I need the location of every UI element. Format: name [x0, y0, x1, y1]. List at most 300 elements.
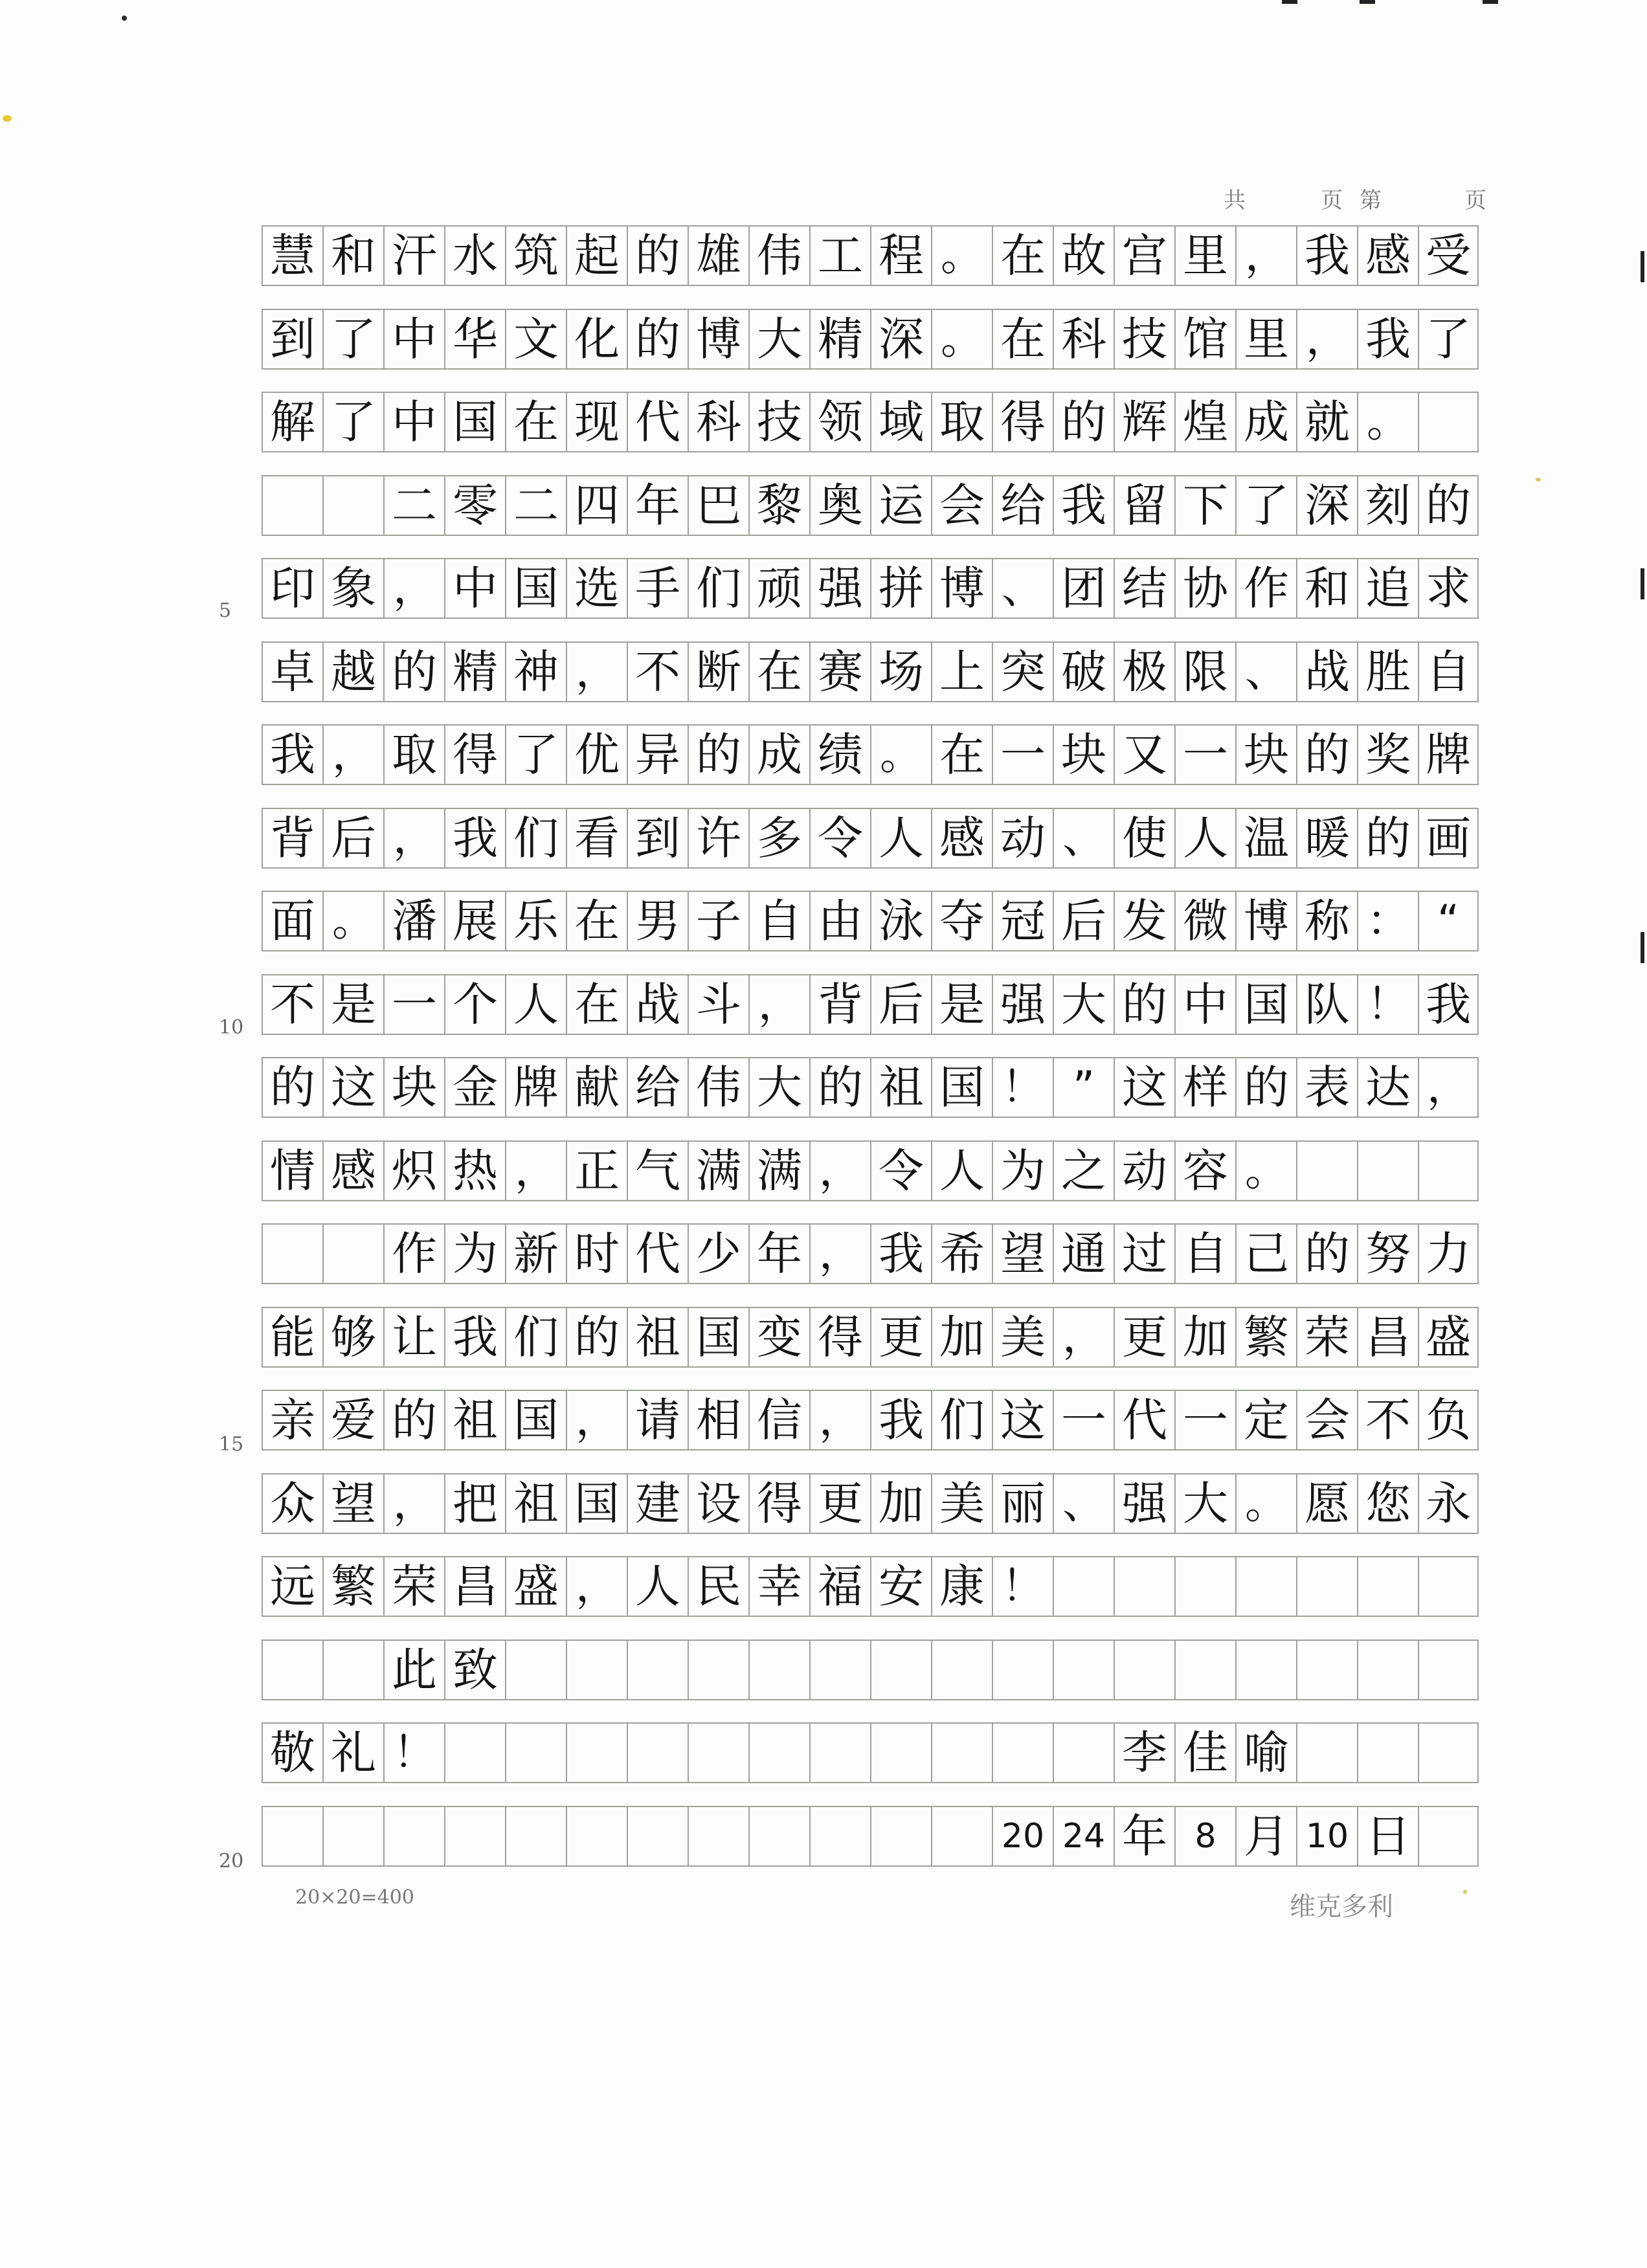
text-char: 我: [1053, 476, 1114, 535]
text-char: 看: [566, 809, 627, 867]
text-char: 动: [1114, 1142, 1174, 1200]
text-char: 代: [627, 393, 688, 451]
text-char: 上: [931, 643, 992, 701]
text-char: 我: [444, 1308, 505, 1366]
grid-cell: [1296, 1142, 1357, 1200]
text-char: 的: [1418, 476, 1479, 535]
text-char: 和: [1296, 559, 1357, 617]
text-char: 在: [566, 975, 627, 1034]
grid-cell: [1114, 1557, 1174, 1616]
text-char: 这: [1114, 1058, 1174, 1117]
text-char: ，: [809, 1391, 870, 1449]
text-char: 达: [1357, 1058, 1418, 1117]
text-char: 域: [870, 393, 931, 451]
grid-cell: [1174, 1557, 1235, 1616]
text-char: 情: [262, 1142, 322, 1200]
text-char: 此: [383, 1641, 444, 1699]
text-char: 华: [444, 310, 505, 368]
grid-cell: [1357, 1641, 1418, 1699]
text-char: 爱: [322, 1391, 383, 1449]
text-char: 正: [566, 1142, 627, 1200]
grid-row: [262, 1556, 1479, 1617]
grid-cell: [1357, 1724, 1418, 1782]
text-char: 受: [1418, 227, 1479, 285]
text-char: 定: [1235, 1391, 1296, 1449]
text-char: 、: [992, 559, 1053, 617]
edge-mark: [1641, 568, 1644, 599]
text-char: 优: [566, 726, 627, 784]
text-char: ”: [1053, 1058, 1114, 1117]
text-char: 自: [1418, 643, 1479, 701]
text-char: ，: [566, 643, 627, 701]
text-char: 。: [931, 227, 992, 285]
text-char: 在: [748, 643, 809, 701]
text-char: 自: [1174, 1225, 1235, 1283]
text-char: 称: [1296, 892, 1357, 950]
grid-spec-label: 20×20=400: [295, 1886, 414, 1909]
text-char: 盛: [505, 1557, 566, 1616]
text-char: 由: [809, 892, 870, 950]
text-char: 了: [322, 393, 383, 451]
text-char: ，: [809, 1142, 870, 1200]
text-char: 的: [262, 1058, 322, 1117]
text-char: 追: [1357, 559, 1418, 617]
signature-char: 佳: [1174, 1724, 1235, 1782]
paper-speck: [1463, 1890, 1467, 1894]
text-char: 伟: [748, 227, 809, 285]
line-number-5: 5: [219, 599, 232, 622]
text-char: 大: [1174, 1474, 1235, 1533]
text-char: 为: [444, 1225, 505, 1283]
text-char: 暖: [1296, 809, 1357, 867]
text-char: 大: [748, 310, 809, 368]
text-char: 幸: [748, 1557, 809, 1616]
text-char: 更: [809, 1474, 870, 1533]
text-char: 美: [931, 1474, 992, 1533]
text-char: 取: [931, 393, 992, 451]
text-char: 的: [383, 643, 444, 701]
text-char: 断: [688, 643, 748, 701]
text-char: 求: [1418, 559, 1479, 617]
text-char: 二: [383, 476, 444, 535]
grid-cell: [1418, 1641, 1479, 1699]
text-char: 破: [1053, 643, 1114, 701]
text-char: 的: [1296, 726, 1357, 784]
text-char: 人: [870, 809, 931, 867]
text-char: ，: [566, 1391, 627, 1449]
text-char: ！: [992, 1058, 1053, 1117]
grid-cell: [505, 1641, 566, 1699]
grid-cell: [688, 1724, 748, 1782]
text-char: 给: [627, 1058, 688, 1117]
text-char: 设: [688, 1474, 748, 1533]
line-number-10: 10: [219, 1016, 244, 1039]
text-char: 不: [627, 643, 688, 701]
text-char: 国: [505, 559, 566, 617]
grid-cell: [870, 1807, 931, 1865]
grid-cell: [1053, 1557, 1114, 1616]
text-char: 感: [322, 1142, 383, 1200]
grid-cell: [322, 1807, 383, 1865]
text-char: 我: [444, 809, 505, 867]
grid-cell: [809, 1641, 870, 1699]
grid-cell: [566, 1724, 627, 1782]
paper-speck: [122, 16, 127, 21]
header-page-label: 页: [1321, 188, 1343, 214]
text-char: 科: [688, 393, 748, 451]
text-char: 大: [748, 1058, 809, 1117]
text-char: 协: [1174, 559, 1235, 617]
text-char: 不: [262, 975, 322, 1034]
text-char: 不: [1357, 1391, 1418, 1449]
grid-cell: [322, 476, 383, 535]
grid-row: [262, 392, 1479, 452]
grid-row: [262, 1140, 1479, 1201]
grid-cell: [627, 1724, 688, 1782]
text-char: 精: [809, 310, 870, 368]
date-char: 日: [1357, 1807, 1418, 1865]
text-char: 到: [627, 809, 688, 867]
text-char: 礼: [322, 1724, 383, 1782]
text-char: 中: [383, 393, 444, 451]
text-char: ，: [1053, 1308, 1114, 1366]
text-char: 领: [809, 393, 870, 451]
grid-cell: [262, 1641, 322, 1699]
text-char: 表: [1296, 1058, 1357, 1117]
text-char: 给: [992, 476, 1053, 535]
text-char: 们: [688, 559, 748, 617]
page-counter-header: [1224, 183, 1496, 214]
text-char: 繁: [322, 1557, 383, 1616]
text-char: 选: [566, 559, 627, 617]
text-char: ：: [1357, 892, 1418, 950]
text-char: 强: [992, 975, 1053, 1034]
text-char: “: [1418, 892, 1479, 950]
text-char: 块: [1053, 726, 1114, 784]
text-char: 的: [1235, 1058, 1296, 1117]
text-char: 繁: [1235, 1308, 1296, 1366]
header-total-label: 共: [1224, 188, 1246, 214]
text-char: 了: [1418, 310, 1479, 368]
grid-row: [262, 724, 1479, 785]
grid-row: [262, 475, 1479, 536]
text-char: 赛: [809, 643, 870, 701]
text-char: 极: [1114, 643, 1174, 701]
text-char: 过: [1114, 1225, 1174, 1283]
grid-cell: [809, 1807, 870, 1865]
grid-cell: [1418, 1724, 1479, 1782]
text-char: 祖: [444, 1391, 505, 1449]
text-char: 自: [748, 892, 809, 950]
text-char: 金: [444, 1058, 505, 1117]
grid-cell: [322, 1641, 383, 1699]
text-char: 相: [688, 1391, 748, 1449]
text-char: 国: [688, 1308, 748, 1366]
text-char: 变: [748, 1308, 809, 1366]
text-char: 会: [1296, 1391, 1357, 1449]
edge-mark: [1483, 0, 1498, 4]
text-char: 技: [1114, 310, 1174, 368]
grid-row: [262, 808, 1479, 869]
text-char: 在: [931, 726, 992, 784]
text-char: 的: [1357, 809, 1418, 867]
text-char: 这: [992, 1391, 1053, 1449]
text-char: 解: [262, 393, 322, 451]
text-char: 卓: [262, 643, 322, 701]
text-char: 能: [262, 1308, 322, 1366]
text-char: 顽: [748, 559, 809, 617]
text-char: 牌: [1418, 726, 1479, 784]
text-char: 博: [688, 310, 748, 368]
text-char: 多: [748, 809, 809, 867]
grid-row: [262, 1390, 1479, 1451]
text-char: 就: [1296, 393, 1357, 451]
date-char: 10: [1296, 1807, 1357, 1865]
grid-row: [262, 1640, 1479, 1700]
grid-cell: [748, 1807, 809, 1865]
text-char: 昌: [1357, 1308, 1418, 1366]
grid-cell: [931, 1724, 992, 1782]
text-char: 场: [870, 643, 931, 701]
grid-cell: [748, 1641, 809, 1699]
text-char: 里: [1235, 310, 1296, 368]
text-char: 一: [1174, 1391, 1235, 1449]
text-char: 乐: [505, 892, 566, 950]
text-char: 气: [627, 1142, 688, 1200]
edge-mark: [1360, 0, 1375, 4]
text-char: 程: [870, 227, 931, 285]
text-char: 运: [870, 476, 931, 535]
line-number-15: 15: [219, 1433, 244, 1456]
text-char: 新: [505, 1225, 566, 1283]
text-char: 我: [1357, 310, 1418, 368]
text-char: 使: [1114, 809, 1174, 867]
text-char: 团: [1053, 559, 1114, 617]
grid-cell: [1296, 1641, 1357, 1699]
grid-cell: [444, 1807, 505, 1865]
text-char: 筑: [505, 227, 566, 285]
text-char: 画: [1418, 809, 1479, 867]
text-char: 工: [809, 227, 870, 285]
text-char: 我: [870, 1225, 931, 1283]
text-char: 的: [627, 227, 688, 285]
text-char: 盛: [1418, 1308, 1479, 1366]
text-char: 愿: [1296, 1474, 1357, 1533]
text-char: 的: [688, 726, 748, 784]
grid-cell: [1235, 1557, 1296, 1616]
text-char: ，: [383, 809, 444, 867]
grid-cell: [1296, 1557, 1357, 1616]
text-char: 发: [1114, 892, 1174, 950]
text-char: 令: [870, 1142, 931, 1200]
grid-cell: [1053, 1724, 1114, 1782]
grid-row: [262, 641, 1479, 702]
text-char: 得: [809, 1308, 870, 1366]
grid-cell: [262, 1225, 322, 1283]
text-char: 献: [566, 1058, 627, 1117]
text-char: 望: [322, 1474, 383, 1533]
grid-cell: [870, 1724, 931, 1782]
text-char: 努: [1357, 1225, 1418, 1283]
text-char: 时: [566, 1225, 627, 1283]
grid-cell: [992, 1724, 1053, 1782]
text-char: 绩: [809, 726, 870, 784]
text-char: 众: [262, 1474, 322, 1533]
text-char: 四: [566, 476, 627, 535]
text-char: 深: [1296, 476, 1357, 535]
text-char: 印: [262, 559, 322, 617]
grid-cell: [566, 1807, 627, 1865]
text-char: 通: [1053, 1225, 1114, 1283]
text-char: 在: [566, 892, 627, 950]
text-char: 信: [748, 1391, 809, 1449]
header-page-label-2: 页: [1464, 188, 1486, 214]
text-char: 异: [627, 726, 688, 784]
text-char: 拼: [870, 559, 931, 617]
grid-row: [262, 225, 1479, 286]
text-char: 令: [809, 809, 870, 867]
text-char: 了: [505, 726, 566, 784]
text-char: ，: [1296, 310, 1357, 368]
text-char: ！: [992, 1557, 1053, 1616]
text-char: 文: [505, 310, 566, 368]
text-char: 大: [1053, 975, 1114, 1034]
text-char: ！: [383, 1724, 444, 1782]
grid-cell: [1418, 1807, 1479, 1865]
writing-grid: [262, 225, 1479, 1882]
text-char: 。: [1235, 1142, 1296, 1200]
text-char: 斗: [688, 975, 748, 1034]
text-char: 科: [1053, 310, 1114, 368]
grid-row: [262, 1223, 1479, 1284]
text-char: 致: [444, 1641, 505, 1699]
text-char: 力: [1418, 1225, 1479, 1283]
grid-cell: [1114, 1641, 1174, 1699]
text-char: 得: [444, 726, 505, 784]
text-char: 祖: [505, 1474, 566, 1533]
text-char: 刻: [1357, 476, 1418, 535]
grid-cell: [627, 1641, 688, 1699]
text-char: ，: [566, 1557, 627, 1616]
text-char: 的: [809, 1058, 870, 1117]
text-char: 在: [992, 310, 1053, 368]
text-char: 一: [1053, 1391, 1114, 1449]
grid-cell: [627, 1807, 688, 1865]
text-char: 作: [383, 1225, 444, 1283]
text-char: 二: [505, 476, 566, 535]
text-char: 人: [505, 975, 566, 1034]
text-char: 荣: [383, 1557, 444, 1616]
text-char: 背: [262, 809, 322, 867]
text-char: 胜: [1357, 643, 1418, 701]
text-char: 化: [566, 310, 627, 368]
grid-cell: [688, 1807, 748, 1865]
text-char: 到: [262, 310, 322, 368]
text-char: 国: [566, 1474, 627, 1533]
text-char: 国: [444, 393, 505, 451]
text-char: 加: [1174, 1308, 1235, 1366]
grid-cell: [383, 1807, 444, 1865]
text-char: 福: [809, 1557, 870, 1616]
grid-cell: [1418, 393, 1479, 451]
text-char: 更: [1114, 1308, 1174, 1366]
text-char: 年: [748, 1225, 809, 1283]
grid-cell: [322, 1225, 383, 1283]
text-char: 微: [1174, 892, 1235, 950]
grid-cell: [566, 1641, 627, 1699]
text-char: 把: [444, 1474, 505, 1533]
text-char: 面: [262, 892, 322, 950]
grid-cell: [1418, 1142, 1479, 1200]
text-char: 国: [1235, 975, 1296, 1034]
text-char: 个: [444, 975, 505, 1034]
text-char: 冠: [992, 892, 1053, 950]
text-char: 人: [627, 1557, 688, 1616]
text-char: 一: [383, 975, 444, 1034]
text-char: 。: [870, 726, 931, 784]
text-char: 汗: [383, 227, 444, 285]
text-char: 零: [444, 476, 505, 535]
text-char: 又: [1114, 726, 1174, 784]
text-char: 得: [748, 1474, 809, 1533]
paper-speck: [1536, 478, 1541, 482]
text-char: 越: [322, 643, 383, 701]
grid-cell: [262, 1807, 322, 1865]
text-char: 热: [444, 1142, 505, 1200]
text-char: 后: [870, 975, 931, 1034]
text-char: 们: [505, 1308, 566, 1366]
grid-cell: [1235, 1641, 1296, 1699]
grid-row: [262, 1473, 1479, 1534]
text-char: 我: [870, 1391, 931, 1449]
text-char: 祖: [870, 1058, 931, 1117]
text-char: 得: [992, 393, 1053, 451]
date-char: 20: [992, 1807, 1053, 1865]
text-char: 雄: [688, 227, 748, 285]
text-char: 一: [1174, 726, 1235, 784]
text-char: 会: [931, 476, 992, 535]
text-char: 昌: [444, 1557, 505, 1616]
text-char: 美: [992, 1308, 1053, 1366]
text-char: 更: [870, 1308, 931, 1366]
text-char: 远: [262, 1557, 322, 1616]
text-char: 辉: [1114, 393, 1174, 451]
text-char: 下: [1174, 476, 1235, 535]
text-char: 在: [992, 227, 1053, 285]
text-char: 感: [931, 809, 992, 867]
text-char: 希: [931, 1225, 992, 1283]
text-char: 中: [1174, 975, 1235, 1034]
grid-row: [262, 1307, 1479, 1368]
text-char: 的: [383, 1391, 444, 1449]
grid-cell: [1296, 1724, 1357, 1782]
text-char: 容: [1174, 1142, 1235, 1200]
text-char: 限: [1174, 643, 1235, 701]
text-char: 满: [688, 1142, 748, 1200]
text-char: 博: [1235, 892, 1296, 950]
text-char: 后: [322, 809, 383, 867]
text-char: 、: [1053, 809, 1114, 867]
text-char: 我: [1418, 975, 1479, 1034]
text-char: 少: [688, 1225, 748, 1283]
text-char: ，: [748, 975, 809, 1034]
text-char: 中: [444, 559, 505, 617]
text-char: 技: [748, 393, 809, 451]
text-char: 作: [1235, 559, 1296, 617]
text-char: 子: [688, 892, 748, 950]
text-char: 一: [992, 726, 1053, 784]
text-char: 丽: [992, 1474, 1053, 1533]
